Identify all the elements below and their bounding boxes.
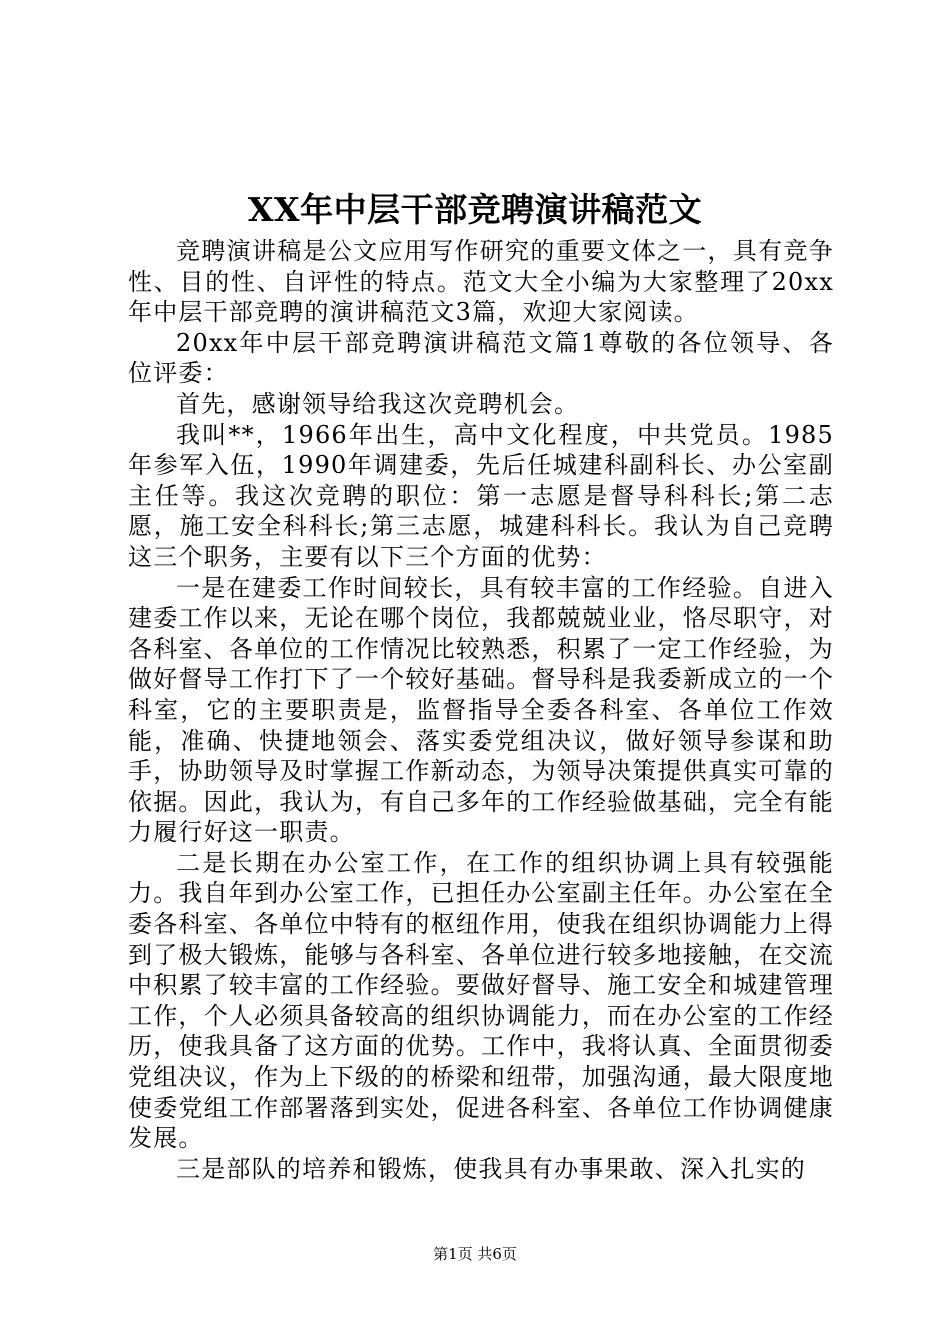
paragraph: 首先，感谢领导给我这次竞聘机会。 [176,389,580,418]
page-footer: 第1页 共6页 [433,1245,517,1263]
paragraph: 二是长期在办公室工作，在工作的组织协调上具有较强能力。我自年到办公室工作，已担任办公室副主任年。办公室在全委各科室、各单位中特有的枢纽作用，使我在组织协调能力上得到了极大锻炼，能够与各科室、各单位进行较多地接触，在交流中积累了较丰富的工作经验。要做好督导、施工安全和城建管理工作，个人必须具备较高的组织协调能力，而在办公室的工作经历，使我具备了这方面的优势。工作中，我将认真、全面贯彻委党组决议，作为上下级的的桥梁和纽带，加强沟通，最大限度地使委党组工作部署落到实处，促进各科室、各单位工作协调健康发展。 [128,848,834,1153]
paragraph: 20xx年中层干部竞聘演讲稿范文篇1尊敬的各位领导、各位评委： [128,328,834,388]
paragraph: 三是部队的培养和锻炼，使我具有办事果敢、深入扎实的 [176,1154,806,1183]
document-title: XX年中层干部竞聘演讲稿范文 [247,190,703,229]
paragraph: 竞聘演讲稿是公文应用写作研究的重要文体之一，具有竞争性、目的性、自评性的特点。范文大全小编为大家整理了20xx年中层干部竞聘的演讲稿范文3篇，欢迎大家阅读。 [128,237,834,327]
paragraph: 我叫**，1966年出生，高中文化程度，中共党员。1985年参军入伍，1990年调建委，先后任城建科副科长、办公室副主任等。我这次竞聘的职位：第一志愿是督导科科长;第二志愿，施工安全科科长;第三志愿，城建科科长。我认为自己竞聘这三个职务，主要有以下三个方面的优势： [128,420,834,571]
document-body [128,236,834,1184]
paragraph: 一是在建委工作时间较长，具有较丰富的工作经验。自进入建委工作以来，无论在哪个岗位，我都兢兢业业，恪尽职守，对各科室、各单位的工作情况比较熟悉，积累了一定工作经验，为做好督导工作打下了一个较好基础。督导科是我委新成立的一个科室，它的主要职责是，监督指导全委各科室、各单位工作效能，准确、快捷地领会、落实委党组决议，做好领导参谋和助手，协助领导及时掌握工作新动态，为领导决策提供真实可靠的依据。因此，我认为，有自己多年的工作经验做基础，完全有能力履行好这一职责。 [128,573,834,847]
